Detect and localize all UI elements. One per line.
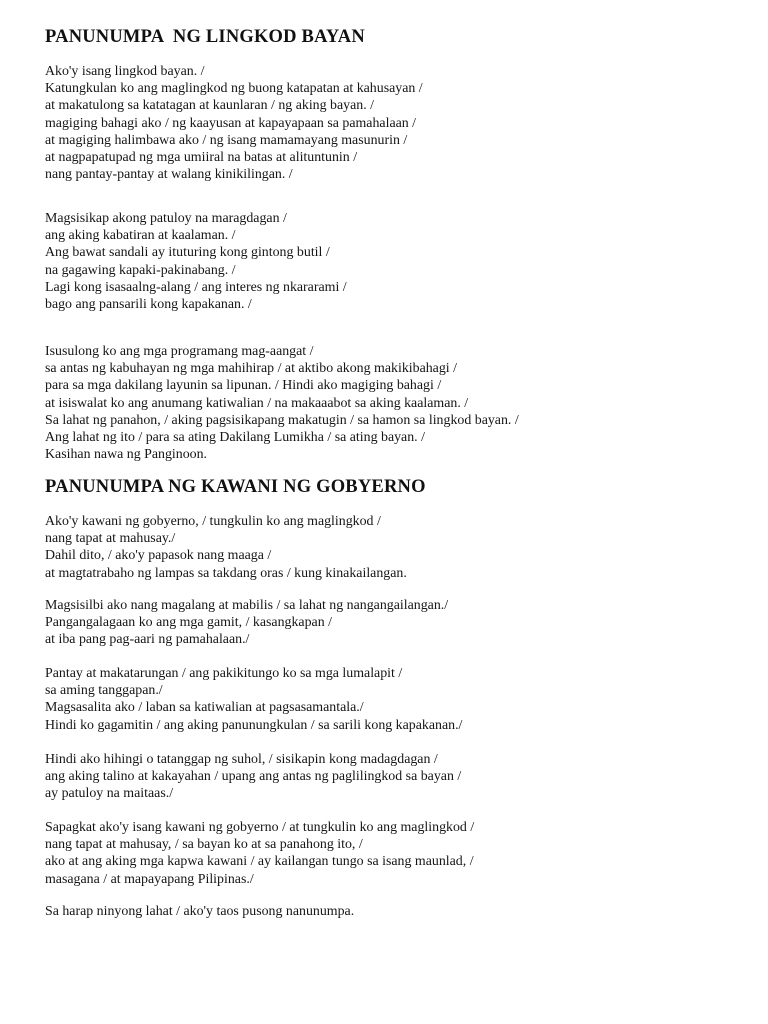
oath2-stanza-6: [45, 903, 354, 920]
oath1-stanza-2: [45, 210, 347, 313]
text-line: Ang lahat ng ito / para sa ating Dakilang Lumikha / sa ating bayan. /: [45, 429, 425, 445]
text-line: at magiging halimbawa ako / ng isang mamamayang masunurin /: [45, 132, 408, 148]
text-line: Dahil dito, / ako'y papasok nang maaga /: [45, 548, 272, 564]
text-line: Magsisikap akong patuloy na maragdagan /: [45, 211, 287, 226]
oath1-stanza-3: [45, 343, 519, 463]
text-line: at makatulong sa katatagan at kaunlaran / ng aking bayan. /: [45, 98, 375, 114]
text-line: nang tapat at mahusay, / sa bayan ko at sa panahong ito, /: [45, 837, 363, 853]
text-line: bago ang pansarili kong kapakanan. /: [45, 296, 252, 312]
text-line: nang tapat at mahusay./: [45, 531, 176, 547]
text-line: at iba pang pag-aari ng pamahalaan./: [45, 632, 250, 648]
text-line: masagana / at mapayapang Pilipinas./: [45, 871, 254, 887]
text-line: Sapagkat ako'y isang kawani ng gobyerno / at tungkulin ko ang maglingkod /: [45, 820, 475, 835]
text-line: Ako'y kawani ng gobyerno, / tungkulin ko ang maglingkod /: [45, 514, 381, 529]
oath2-stanza-1: [45, 513, 407, 582]
text-line: ang aking talino at kakayahan / upang ang antas ng paglilingkod sa bayan /: [45, 769, 462, 785]
text-line: sa antas ng kabuhayan ng mga mahihirap / at aktibo akong makikibahagi /: [45, 361, 457, 377]
text-line: nang pantay-pantay at walang kinikilingan. /: [45, 167, 293, 183]
text-line: Sa lahat ng panahon, / aking pagsisikapang makatugin / sa hamon sa lingkod bayan. /: [45, 412, 519, 428]
text-line: Magsasalita ako / laban sa katiwalian at pagsasamantala./: [45, 700, 364, 716]
text-line: magiging bahagi ako / ng kaayusan at kapayapaan sa pamahalaan /: [45, 115, 417, 131]
oath2-stanza-3: [45, 665, 462, 734]
text-line: Isusulong ko ang mga programang mag-aangat /: [45, 344, 314, 359]
text-line: para sa mga dakilang layunin sa lipunan. / Hindi ako magiging bahagi /: [45, 378, 442, 394]
text-line: Kasihan nawa ng Panginoon.: [45, 447, 208, 463]
text-line: na gagawing kapaki-pakinabang. /: [45, 262, 236, 278]
oath1-title: PANUNUMPA NG LINGKOD BAYAN: [45, 27, 365, 47]
oath2-stanza-4: [45, 751, 461, 803]
text-line: Magsisilbi ako nang magalang at mabilis / sa lahat ng nangangailangan./: [45, 598, 449, 613]
text-line: at magtatrabaho ng lampas sa takdang oras / kung kinakailangan.: [45, 565, 407, 581]
text-line: Ako'y isang lingkod bayan. /: [45, 64, 205, 79]
text-line: Pantay at makatarungan / ang pakikitungo ko sa mga lumalapit /: [45, 666, 403, 681]
text-line: at nagpapatupad ng mga umiiral na batas at alituntunin /: [45, 149, 358, 165]
oath2-title: PANUNUMPA NG KAWANI NG GOBYERNO: [45, 477, 426, 497]
text-line: ang aking kabatiran at kaalaman. /: [45, 228, 236, 244]
text-line: Katungkulan ko ang maglingkod ng buong katapatan at kahusayan /: [45, 81, 423, 97]
oath2-stanza-2: [45, 597, 448, 649]
oath2-stanza-5: [45, 819, 474, 888]
text-line: sa aming tanggapan./: [45, 683, 163, 699]
text-line: ay patuloy na maitaas./: [45, 786, 174, 802]
text-line: ako at ang aking mga kapwa kawani / ay kailangan tungo sa isang maunlad, /: [45, 854, 474, 870]
text-line: Ang bawat sandali ay ituturing kong gintong butil /: [45, 245, 330, 261]
text-line: Pangangalagaan ko ang mga gamit, / kasangkapan /: [45, 615, 332, 631]
text-line: Sa harap ninyong lahat / ako'y taos pusong nanunumpa.: [45, 904, 355, 919]
oath1-stanza-1: [45, 63, 423, 183]
text-line: Lagi kong isasaalng-alang / ang interes ng nkararami /: [45, 279, 347, 295]
text-line: at isiswalat ko ang anumang katiwalian / na makaaabot sa aking kaalaman. /: [45, 395, 469, 411]
text-line: Hindi ako hihingi o tatanggap ng suhol, / sisikapin kong madagdagan /: [45, 752, 438, 767]
text-line: Hindi ko gagamitin / ang aking panunungkulan / sa sarili kong kapakanan./: [45, 717, 463, 733]
